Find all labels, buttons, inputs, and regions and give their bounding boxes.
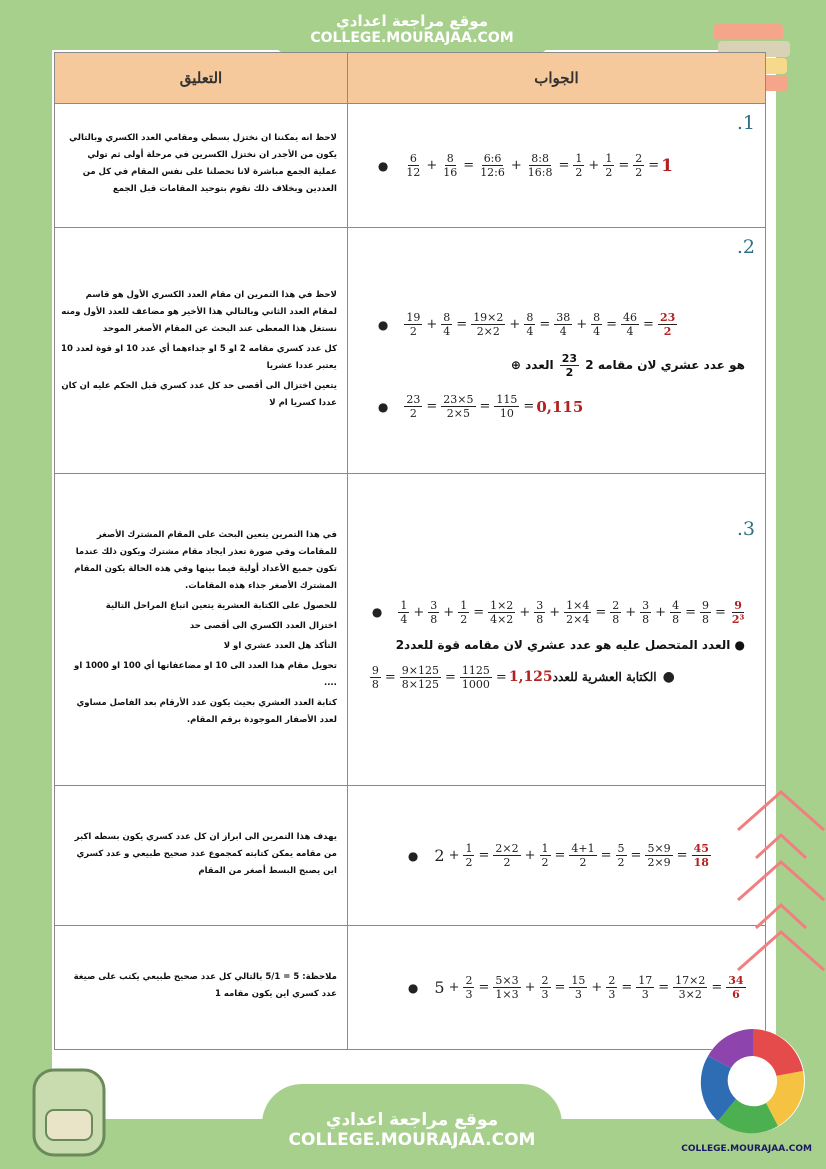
exercise-number: 1.: [736, 112, 755, 134]
result-value: 0,115: [536, 397, 584, 416]
comment-text: التأكد هل العدد عشري او لا: [223, 641, 337, 651]
math-line: $\frac{9}{8}$ = $\frac{9\times 125}{8\times 125}$ = $\frac{1125}{1000}$ = 1,125 الكتابة العشرية للعدد ●: [371, 663, 675, 691]
comment-text: تحويل مقام هذا العدد الى 10 او مضاعفاتها أي 100 او 1000 او ....: [74, 661, 337, 688]
math-line: ● $\frac{23}{2}$ = $\frac{23\times 5}{2\times 5}$ = $\frac{115}{10}$ = 0,115: [377, 393, 584, 420]
note-text: العدد المتحصل عليه هو عدد عشري لان مقامه قوة للعدد2: [395, 637, 731, 652]
note-rest: هو عدد عشري لان مقامه 2: [585, 358, 745, 372]
result-value: 1,125: [508, 669, 553, 685]
header-comment: التعليق: [55, 53, 348, 104]
comment-cell: [55, 474, 348, 786]
site-name: موقع مراجعة اعدادي: [336, 12, 488, 30]
answer-cell: [347, 926, 765, 1050]
logo-text: COLLEGE.MOURAJAA.COM: [681, 1144, 812, 1154]
table-row: [55, 228, 766, 474]
comment-text: اختزال العدد الكسري الى أقصى حد: [189, 621, 337, 631]
answers-table: [54, 52, 766, 1050]
math-line: ● $\frac{1}{4}$ + $\frac{3}{8}$ + $\frac{1}{2}$ = $\frac{1\times 2}{4\times 2}$ + $\frac{3}{8}$ + $\frac{1\times 4}{2\times 4}$ = $\frac{2}{8}$ + $\frac{3}{8}$ + $\frac{4}{8}$ = $\frac{9}{8}$ = $\frac{9}{\text{2³}}$: [371, 598, 745, 626]
table-row: [55, 474, 766, 786]
answer-cell: [347, 228, 765, 474]
table-row: [55, 786, 766, 926]
math-line: ● $\frac{6}{12}$ + $\frac{8}{16}$ = $\frac{6:6}{12:6}$ + $\frac{8:8}{16:8}$ = $\frac{1}{2}$ + $\frac{1}{2}$ = $\frac{2}{2}$ = 1: [377, 152, 673, 179]
header-answer: الجواب: [347, 53, 765, 104]
comment-text: للحصول على الكتابة العشرية يتعين اتباع المراحل التالية: [105, 601, 337, 611]
math-line: ● $\frac{19}{2}$ + $\frac{8}{4}$ = $\frac{19\times 2}{2\times 2}$ + $\frac{8}{4}$ = $\frac{38}{4}$ + $\frac{8}{4}$ = $\frac{46}{4}$ = $\frac{23}{2}$: [377, 311, 676, 338]
note-label: الكتابة العشرية للعدد: [552, 670, 657, 684]
comment-text: لاحظ في هذا التمرين ان مقام العدد الكسري الأول هو قاسم لمقام العدد الثاني وبالتالي هذا الأخير هو مضاعف للعدد الأول ومنه نستغل هذا المعطى عند البحث عن المقام الأصغر الموحد: [61, 289, 337, 334]
decimal-note: ● العدد المتحصل عليه هو عدد عشري لان مقامه قوة للعدد2: [395, 637, 745, 652]
math-line: ● 2 + $\frac{1}{2}$ = $\frac{2\times 2}{2}$ + $\frac{1}{2}$ = $\frac{4+1}{2}$ = $\frac{5}{2}$ = $\frac{5\times 9}{2\times 9}$ = $\frac{45}{18}$: [407, 842, 709, 869]
header-banner: [262, 0, 562, 58]
answer-cell: [347, 104, 765, 228]
table-row: [55, 104, 766, 228]
exercise-number: 3.: [736, 518, 755, 540]
chevron-decoration-icon: [736, 790, 826, 860]
chevron-decoration-icon: [736, 860, 826, 930]
comment-cell: [55, 228, 348, 474]
comment-text: كتابة العدد العشري بحيث يكون عدد الأرقام بعد الفاصل مساوي لعدد الأصفار الموجودة برقم المقام.: [76, 698, 337, 725]
site-logo-icon: [698, 1026, 808, 1136]
decimal-note: هو عدد عشري لان مقامه 2 $\frac{23}{2}$ العدد ⊕: [510, 352, 745, 379]
comment-text: كل عدد كسري مقامه 2 او 5 او جداءهما أي عدد 10 او قوة لعدد 10 يعتبر عددا عشريا: [61, 343, 337, 371]
answer-cell: [347, 786, 765, 926]
note-prefix: العدد: [525, 358, 554, 372]
exercise-number: 2.: [736, 236, 755, 258]
math-line: ● 5 + $\frac{2}{3}$ = $\frac{5\times 3}{1\times 3}$ + $\frac{2}{3}$ = $\frac{15}{3}$ + $\frac{2}{3}$ = $\frac{17}{3}$ = $\frac{17\times 2}{3\times 2}$ = $\frac{34}{6}$: [407, 974, 744, 1001]
comment-cell: [55, 926, 348, 1050]
site-url[interactable]: COLLEGE.MOURAJAA.COM: [288, 1130, 536, 1150]
footer-banner: [262, 1084, 562, 1169]
site-url[interactable]: COLLEGE.MOURAJAA.COM: [310, 30, 514, 46]
result-value: 1: [661, 155, 673, 176]
result-fraction: $\frac{23}{2}$: [659, 311, 676, 338]
comment-cell: [55, 786, 348, 926]
comment-text: في هذا التمرين يتعين البحث على المقام المشترك الأصغر للمقامات وفي صورة تعذر ايجاد مقام مشترك ويكون ذلك عندما تكون جميع الأعداد أولية فيما بينها وفي هذه الحالة يكون المقام المشترك الأصغر جذاء هذه المقامات.: [74, 530, 337, 591]
comment-text: يهدف هذا التمرين الى ابراز ان كل عدد كسري يكون بسطه اكبر من مقامه يمكن كتابته كمجموع عدد صحيح طبيعي و عدد كسري اين يصبح البسط أصغر من المقام: [74, 831, 337, 876]
site-name: موقع مراجعة اعدادي: [325, 1110, 499, 1130]
table-row: [55, 926, 766, 1050]
comment-text: ملاحظة: 5 = 5/1 بالتالي كل عدد صحيح طبيعي يكتب على صيغة عدد كسري اين يكون مقامه 1: [73, 972, 337, 999]
comment-cell: [55, 104, 348, 228]
comment-text: يتعين اختزال الى أقصى حد كل عدد كسري قبل الحكم عليه ان كان عددا كسريا ام لا: [61, 380, 337, 408]
answer-cell: [347, 474, 765, 786]
backpack-icon: [14, 1050, 124, 1160]
chevron-decoration-icon: [736, 930, 826, 1000]
comment-text: لاحظ انه يمكننا ان نختزل بسطي ومقامي العدد الكسري وبالتالي يكون من الأجدر ان نختزل الكسرين في مرحلة أولى ثم تولي عملية الجمع مباشرة لانا تحصلنا على نفس المقام في كل من العددين وبخلاف ذلك نقوم بتوحيد المقامات قبل الجمع: [69, 133, 337, 194]
